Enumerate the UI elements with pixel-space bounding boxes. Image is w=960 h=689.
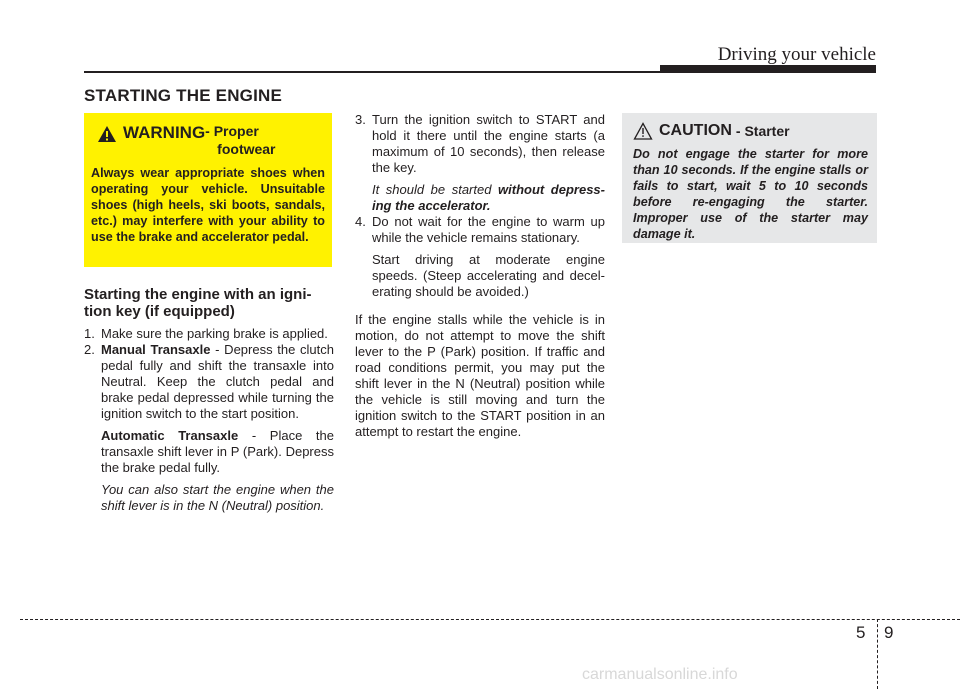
manual-transaxle-label: Manual Transaxle [101, 342, 211, 357]
automatic-transaxle-para [84, 428, 334, 476]
subsection-title: Starting the engine with an igni-tion key (if equipped) [84, 286, 312, 320]
warning-heading [91, 123, 325, 159]
step-text: Make sure the parking brake is applied. [101, 326, 328, 341]
middle-column [355, 112, 605, 440]
caution-body: Do not engage the starter for more than 10 seconds. If the engine stalls or fails to start, wait 5 to 10 seconds before re-engaging the starter. Improper use of the starter may damage it. [633, 147, 868, 241]
warning-word: WARNING [123, 123, 206, 142]
caution-subtitle: - Starter [735, 123, 790, 139]
watermark: carmanualsonline.info [582, 666, 738, 683]
warning-body: Always wear appropriate shoes when operating your vehicle. Unsuitable shoes (high heels, ski boots, sandals, etc.) may interfere with your ability to use the brake and accelerator pedal. [91, 166, 325, 244]
warning-subtitle-1: - Proper [205, 123, 259, 139]
chapter-number: 5 [856, 623, 866, 642]
stall-paragraph: If the engine stalls while the vehicle is in motion, do not attempt to move the shift lever to the P (Park) position. If traffic and road conditions permit, you may put the shift lever in the N (Neutral) position while the vehicle is still moving and turn the ignition switch to the START position in an attempt to restart the engine. [355, 312, 605, 439]
step-text: Turn the ignition switch to START and hold it there until the engine starts (a maximum of 10 seconds), then release the key. [372, 112, 605, 175]
step-3 [355, 112, 605, 176]
section-title: STARTING THE ENGINE [84, 86, 283, 105]
left-column [84, 326, 334, 514]
step-number: 3. [355, 112, 366, 127]
step-4 [355, 214, 605, 246]
page-number: 9 [884, 623, 894, 642]
step-number: 4. [355, 214, 366, 229]
caution-box [622, 113, 877, 243]
caution-triangle-icon [633, 122, 653, 140]
neutral-start-note: You can also start the engine when the shift lever is in the N (Neutral) position. [101, 482, 334, 513]
moderate-speed-note: Start driving at moderate engine speeds. (Steep accelerating and decel-erating should be avoided.) [372, 252, 605, 299]
automatic-transaxle-text: - Place the transaxle shift lever in P (Park). Depress the brake pedal fully. [101, 428, 335, 475]
warning-triangle-icon [97, 125, 117, 143]
step-text: Do not wait for the engine to warm up while the vehicle remains stationary. [372, 214, 605, 245]
automatic-transaxle-label: Automatic Transaxle [101, 428, 239, 443]
warning-box [84, 113, 332, 267]
step-number: 2. [84, 342, 95, 357]
warning-subtitle-2: footwear [217, 141, 276, 157]
caution-heading [633, 122, 868, 140]
accelerator-note-plain: It should be started [372, 182, 492, 197]
caution-word: CAUTION [659, 122, 732, 139]
header-rule-accent [660, 65, 876, 73]
accelerator-note [355, 182, 605, 214]
footer-rule [20, 619, 960, 620]
header-rule [84, 71, 664, 73]
step-2 [84, 342, 334, 422]
header-title: Driving your vehicle [717, 44, 876, 65]
manual-transaxle-text: - Depress the clutch pedal fully and shift the transaxle into Neutral. Keep the clutch pedal and brake pedal depressed while turning the ignition switch to the start position. [101, 342, 334, 421]
step-number: 1. [84, 326, 95, 341]
accelerator-note-bold: without depress-ing the accelerator. [372, 182, 605, 213]
footer-divider [877, 619, 878, 689]
step-1 [84, 326, 334, 342]
